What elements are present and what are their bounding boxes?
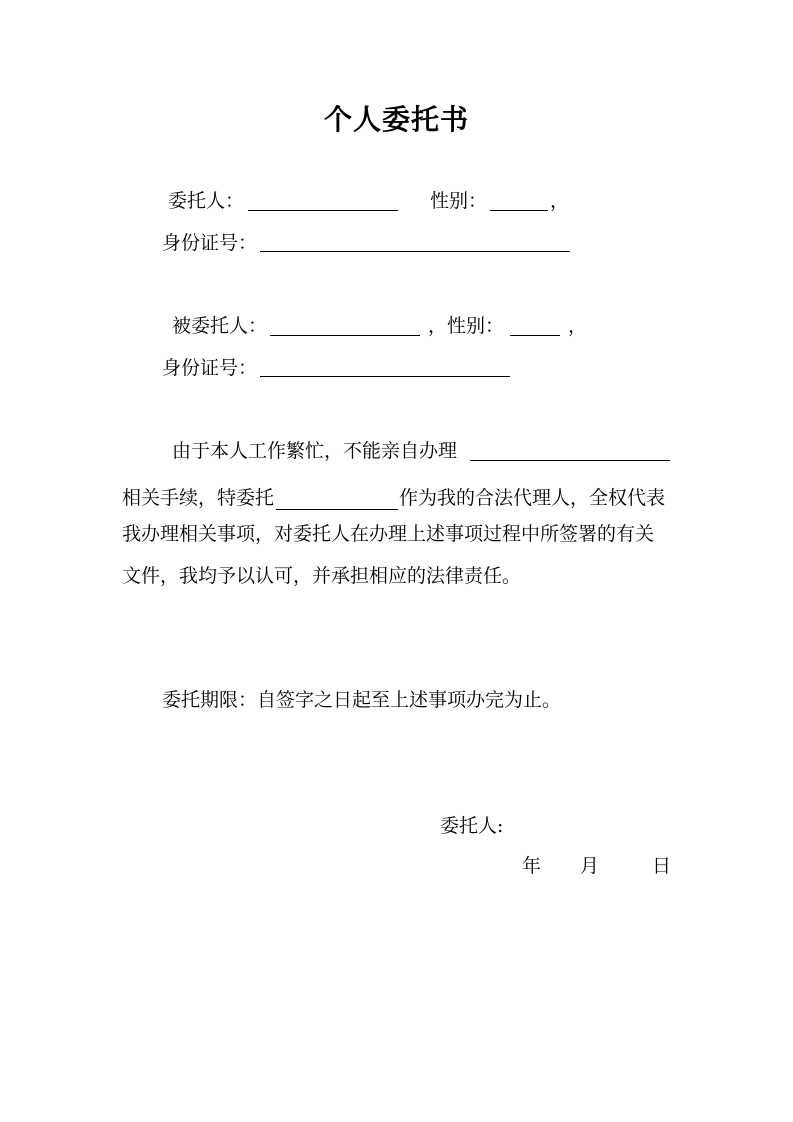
- agent-entrust-blank[interactable]: [276, 509, 398, 510]
- agent-name-blank[interactable]: [270, 335, 420, 336]
- body-line-1: 由于本人工作繁忙，不能亲自办理: [172, 440, 458, 462]
- agent-id-blank[interactable]: [260, 376, 510, 377]
- agent-gender-label: ，性别：: [428, 315, 505, 337]
- date-year: 年: [522, 855, 542, 877]
- body-line-3: 我办理相关事项，对委托人在办理上述事项过程中所签署的有关: [122, 523, 655, 545]
- principal-name-label: 委托人：: [168, 190, 245, 212]
- principal-id-blank[interactable]: [260, 251, 570, 252]
- body-line-2-post: 作为我的合法代理人，全权代表: [399, 487, 666, 509]
- principal-gender-suffix: ，: [550, 190, 570, 212]
- body-line-4: 文件，我均予以认可，并承担相应的法律责任。: [122, 565, 522, 587]
- principal-name-blank[interactable]: [248, 210, 398, 211]
- principal-gender-label: 性别：: [430, 190, 488, 212]
- entrust-term: 委托期限：自签字之日起至上述事项办完为止。: [162, 689, 562, 711]
- date-month: 月: [580, 855, 600, 877]
- date-day: 日: [652, 855, 672, 877]
- agent-gender-blank[interactable]: [510, 335, 560, 336]
- matter-blank[interactable]: [470, 460, 670, 461]
- agent-id-label: 身份证号：: [162, 357, 258, 379]
- page-title: 个人委托书: [323, 103, 469, 136]
- agent-name-label: 被委托人：: [172, 315, 268, 337]
- signature-label: 委托人:: [440, 815, 504, 837]
- body-line-2-pre: 相关手续，特委托: [122, 487, 275, 509]
- agent-gender-suffix: ，: [568, 315, 588, 337]
- principal-gender-blank[interactable]: [490, 210, 548, 211]
- principal-id-label: 身份证号：: [162, 232, 258, 254]
